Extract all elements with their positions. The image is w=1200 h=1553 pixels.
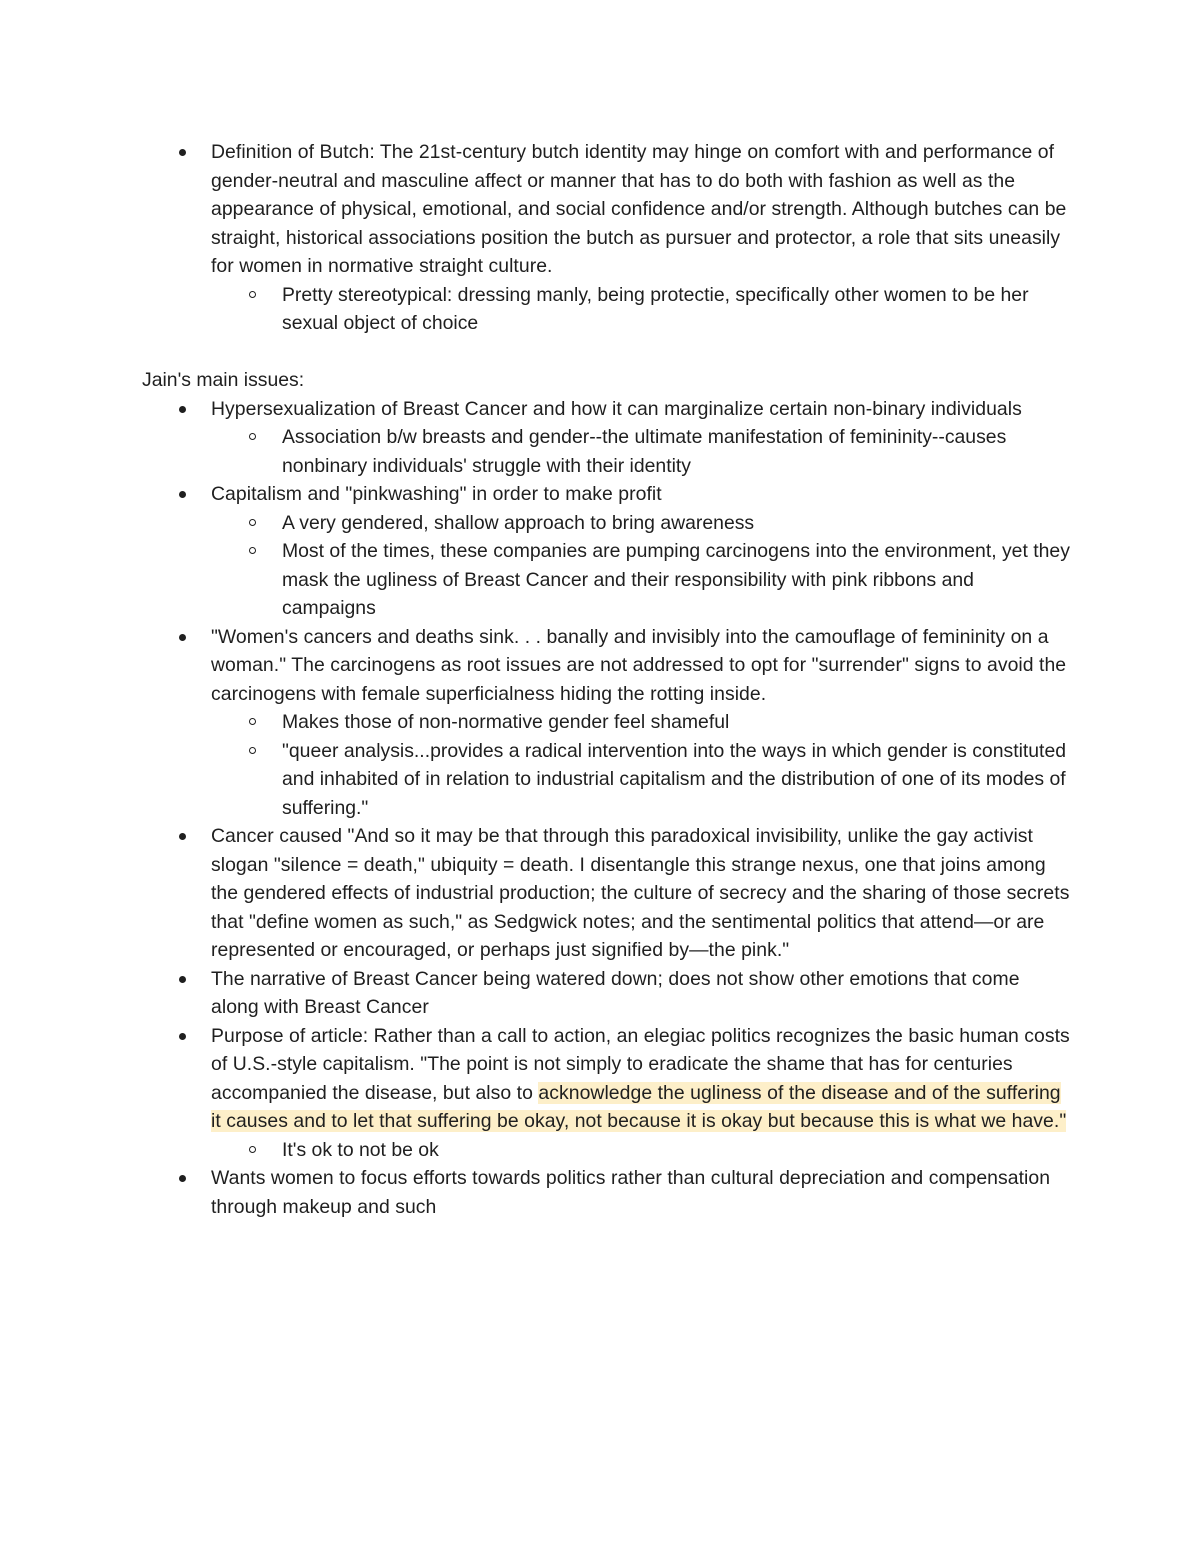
issue-text: Purpose of article: Rather than a call to action, an elegiac politics recognizes the basic human costs of U.S.-style capitalism. "The point is not simply to eradicate the shame that has for centuries accompanied the disease, but also to [211, 1024, 1070, 1104]
sub-issue-text: It's ok to not be ok [282, 1138, 439, 1161]
sub-list-item [211, 1136, 1070, 1165]
issue-text: The narrative of Breast Cancer being watered down; does not show other emotions that come along with Breast Cancer [211, 967, 1020, 1018]
sub-issue-text: Most of the times, these companies are pumping carcinogens into the environment, yet they mask the ugliness of Breast Cancer and their responsibility with pink ribbons and campaigns [282, 540, 1070, 619]
sub-list-item [211, 737, 1070, 823]
list-item [142, 822, 1070, 965]
butch-sub-note: Pretty stereotypical: dressing manly, being protectie, specifically other women to be her sexual object of choice [282, 283, 1029, 334]
sub-list-item [211, 423, 1070, 480]
issue-text: Wants women to focus efforts towards politics rather than cultural depreciation and compensation through makeup and such [211, 1167, 1051, 1218]
sub-list-item [211, 281, 1070, 338]
list-item [142, 623, 1070, 709]
hollow-bullet-icon [249, 519, 256, 526]
list-item [142, 395, 1070, 424]
sub-list-item [211, 509, 1070, 538]
spacer [142, 338, 1070, 367]
list-item [142, 1022, 1070, 1136]
sub-list-item [211, 537, 1070, 623]
bullet-icon [179, 1033, 186, 1040]
sub-issue-text: Association b/w breasts and gender--the ultimate manifestation of femininity--causes nonbinary individuals' struggle with their identity [282, 426, 1007, 477]
list-item [142, 138, 1070, 281]
hollow-bullet-icon [249, 718, 256, 725]
issue-text: Hypersexualization of Breast Cancer and how it can marginalize certain non-binary individuals [211, 397, 1022, 420]
issues-list [142, 395, 1070, 1222]
list-item [142, 965, 1070, 1022]
bullet-icon [179, 976, 186, 983]
bullet-icon [179, 833, 186, 840]
sub-issue-text: A very gendered, shallow approach to bring awareness [282, 511, 755, 534]
hollow-bullet-icon [249, 1146, 256, 1153]
bullet-icon [179, 634, 186, 641]
sub-issue-text: "queer analysis...provides a radical intervention into the ways in which gender is constituted and inhabited of in relation to industrial capitalism and the distribution of one of its modes of suffering." [282, 739, 1067, 819]
section-heading: Jain's main issues: [142, 369, 305, 391]
hollow-bullet-icon [249, 747, 256, 754]
issue-text: Capitalism and "pinkwashing" in order to make profit [211, 483, 662, 505]
list-item [142, 1164, 1070, 1221]
hollow-bullet-icon [249, 433, 256, 440]
bullet-icon [179, 1175, 186, 1182]
sub-issue-text: Makes those of non-normative gender feel shameful [282, 711, 730, 733]
highlighted-quote: acknowledge the ugliness of the disease and of the suffering it causes and to let that suffering be okay, not because it is okay but because this is what we have." [211, 1081, 1067, 1132]
list-item [142, 480, 1070, 509]
hollow-bullet-icon [249, 547, 256, 554]
sub-list-item [211, 708, 1070, 737]
bullet-icon [179, 149, 186, 156]
hollow-bullet-icon [249, 291, 256, 298]
bullet-icon [179, 491, 186, 498]
issue-text: "Women's cancers and deaths sink. . . banally and invisibly into the camouflage of femininity on a woman." The carcinogens as root issues are not addressed to opt for "surrender" signs to avoid the carcinogens with female superficialness hiding the rotting inside. [211, 625, 1067, 705]
butch-list [142, 138, 1070, 338]
issue-text: Cancer caused "And so it may be that through this paradoxical invisibility, unlike the gay activist slogan "silence = death," ubiquity = death. I disentangle this strange nexus, one that joins among the gendered effects of industrial production; the culture of secrecy and the sharing of those secrets that "define women as such," as Sedgwick notes; and the sentimental politics that attend—or are represented or encouraged, or perhaps just signified by—the pink." [211, 825, 1070, 961]
bullet-icon [179, 406, 186, 413]
butch-definition: Definition of Butch: The 21st-century butch identity may hinge on comfort with and performance of gender-neutral and masculine affect or manner that has to do both with fashion as well as the appearance of physical, emotional, and social confidence and/or strength. Although butches can be straight, historical associations position the butch as pursuer and protector, a role that sits uneasily for women in normative straight culture. [211, 141, 1067, 277]
